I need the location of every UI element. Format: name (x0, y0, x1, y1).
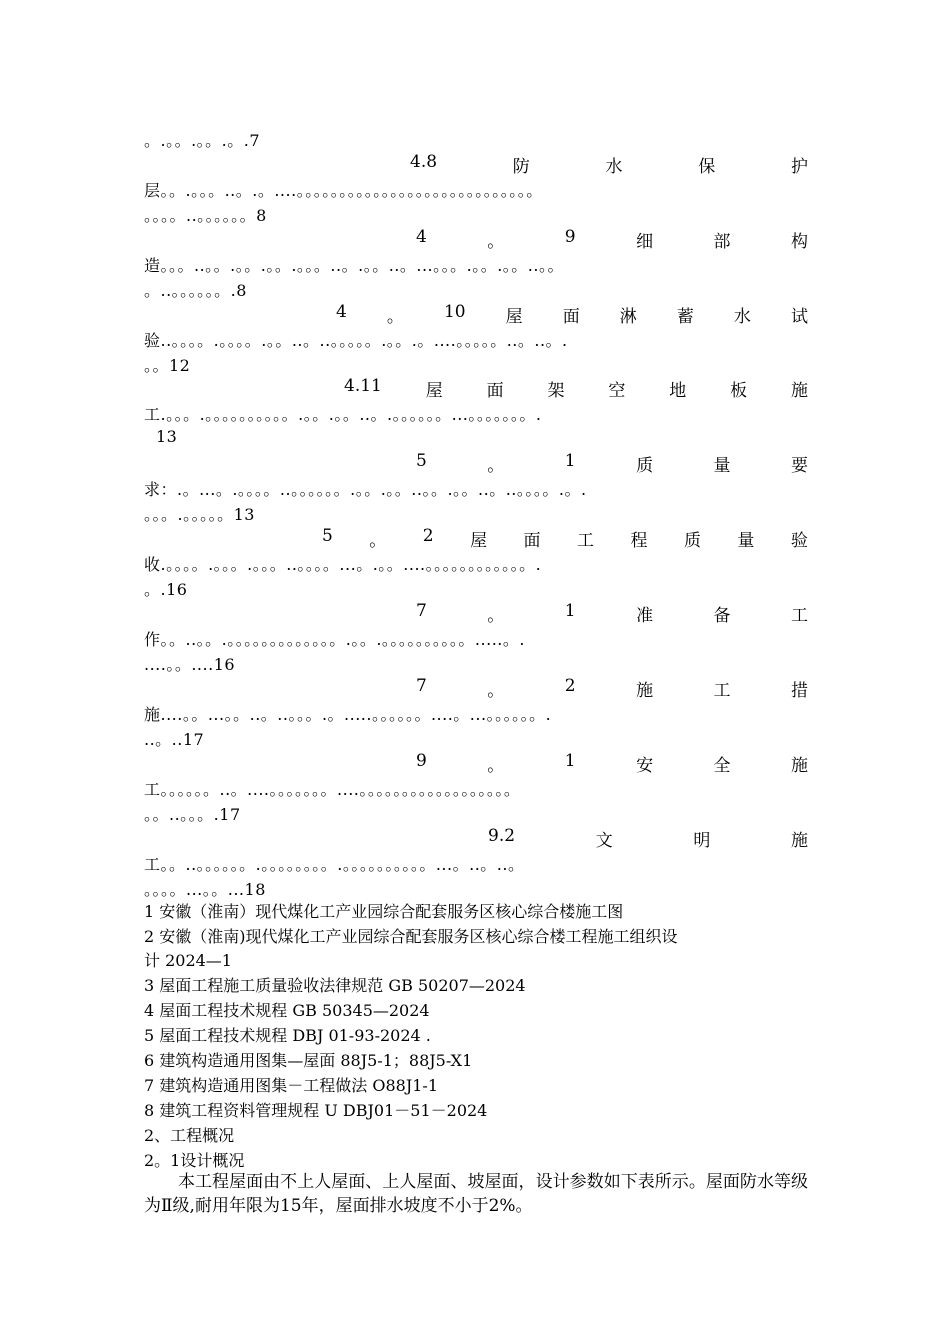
toc-leader: 施....。。...。。..。..。。。.。.....。。。。。。....。...。。。。。。. (144, 705, 552, 724)
toc-entry-heading: 4 。 10 屋 面 淋 蓄 水 试 (336, 302, 808, 327)
toc-page-ref: 。。。。...。。...18 (144, 880, 266, 899)
section-title: 2、工程概况 (144, 1126, 235, 1145)
toc-entry-heading: 7 。 1 准 备 工 (416, 601, 808, 626)
toc-leader: 收.。。。。.。。。.。。。..。。。。...。.。。....。。。。。。。。。。。。. (144, 555, 542, 574)
toc-continuation: 。.。。.。。.。.7 (144, 131, 261, 150)
toc-page-ref: 。。。。..。。。。。。8 (144, 206, 267, 225)
reference-item: 1 安徽（淮南）现代煤化工产业园综合配套服务区核心综合楼施工图 (144, 902, 624, 921)
toc-leader: 工。。。。。。..。....。。。。。。。....。。。。。。。。。。。。。。。。。。 (144, 780, 521, 799)
toc-page-ref: 。。12 (144, 356, 191, 375)
toc-leader: 造。。。..。。.。。.。。.。。。..。.。。..。...。。。.。。.。。..。。 (144, 256, 564, 275)
toc-entry-heading: 5 。 2 屋 面 工 程 质 量 验 (322, 526, 808, 551)
toc-page-ref: 。。。.。。。。。13 (144, 505, 255, 524)
toc-entry-heading: 4 。 9 细 部 构 (416, 227, 808, 252)
reference-item: 4 屋面工程技术规程 GB 50345—2024 (144, 1001, 430, 1020)
toc-page-ref: 。.16 (144, 580, 188, 599)
toc-page-ref: 。..。。。。。。.8 (144, 281, 247, 300)
toc-entry-heading: 9.2 文 明 施 (488, 826, 808, 851)
toc-leader: 求：.。...。.。。。。..。。。。。。.。。.。。..。。.。。..。..。。。。.。. (144, 480, 587, 499)
toc-leader: 层。。.。。。..。.。....。。。。。。。。。。。。。。。。。。。。。。。。。。。。 (144, 181, 543, 200)
toc-entry-heading: 7 。 2 施 工 措 (416, 676, 808, 701)
reference-item: 7 建筑构造通用图集－工程做法 O88J1-1 (144, 1076, 439, 1095)
reference-item: 8 建筑工程资料管理规程 U DBJ01－51－2024 (144, 1101, 488, 1120)
reference-item: 计 2024—1 (144, 951, 232, 970)
body-paragraph: 本工程屋面由不上人屋面、上人屋面、坡屋面，设计参数如下表所示。屋面防水等级为Ⅱ级,耐用年限为15年，屋面排水坡度不小于2%。 (144, 1172, 808, 1216)
toc-entry-heading: 5 。 1 质 量 要 (416, 451, 808, 476)
reference-item: 3 屋面工程施工质量验收法律规范 GB 50207—2024 (144, 976, 526, 995)
toc-entry-heading: 4.11 屋 面 架 空 地 板 施 (344, 376, 808, 401)
toc-page-ref: 。。..。。。.17 (144, 805, 241, 824)
reference-item: 5 屋面工程技术规程 DBJ 01-93-2024 . (144, 1026, 431, 1045)
toc-leader: 验..。。。。.。。。。.。。..。..。。。。。.。。.。....。。。。。..。..。. (144, 331, 568, 350)
toc-entry-heading: 9 。 1 安 全 施 (416, 751, 808, 776)
toc-leader: 作。。..。。.。。。。。。。。。。。。。.。。.。。。。。。。。。。.....。. (144, 630, 525, 649)
toc-leader: 工。。..。。。。。。.。。。。。。。。.。。。。。。。。。。...。..。..。 (144, 855, 525, 874)
toc-leader: 工.。。。.。。。。。。。。。。.。。.。。..。.。。。。。。...。。。。。。。. (144, 405, 542, 424)
subsection-title: 2。1设计概况 (144, 1151, 245, 1170)
reference-item: 6 建筑构造通用图集—屋面 88J5-1；88J5-X1 (144, 1051, 473, 1070)
toc-page-ref: ..。..17 (144, 730, 205, 749)
reference-item: 2 安徽（淮南)现代煤化工产业园综合配套服务区核心综合楼工程施工组织设 (144, 927, 678, 946)
toc-entry-heading: 4.8 防 水 保 护 (410, 152, 808, 177)
toc-page-ref: 13 (156, 427, 178, 446)
toc-page-ref: ....。。....16 (144, 655, 236, 674)
